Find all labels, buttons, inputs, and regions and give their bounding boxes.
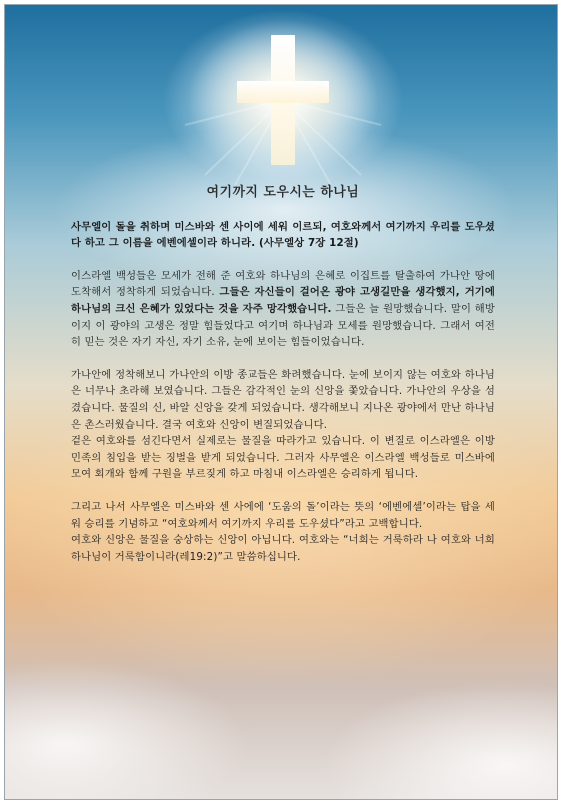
paragraph-1-intro: 이스라엘 백성들은 모세가 전해 준 여호와 하나님의 은혜로 이집트를 탈출하여 가나안 땅에 도착해서 정착하게 되었습니다. xyxy=(71,269,495,299)
document-page xyxy=(4,4,558,800)
paragraph-1-rest: 그들은 늘 원망했습니다. 말이 해방이지 이 광야의 고생은 정말 힘들었다고 여기며 하나님과 모세를 원망했습니다. 그래서 여전히 믿는 것은 자기 자신, 자기 소유, 눈에 보이는 힘들이었습니다. xyxy=(71,302,495,349)
paragraph-3: 겉은 여호와를 섬긴다면서 실제로는 물질을 따라가고 있습니다. 이 변질로 이스라엘은 이방 민족의 침입을 받는 징벌을 받게 되었습니다. 그러자 사무엘은 이스라엘 백성들로 미스바에 모여 회개와 함께 구원을 부르짖게 하고 마침내 이스라엘은 승리하게 됩니다. xyxy=(71,435,495,481)
paragraph-4: 그리고 나서 사무엘은 미스바와 센 사에에 ‘도움의 돌’이라는 뜻의 ‘에벤에셀’이라는 탑을 세워 승리를 기념하고 “여호와께서 여기까지 우리를 도우셨다”라고 고백합니다. xyxy=(71,500,495,530)
paragraph-5: 여호와 신앙은 물질을 숭상하는 신앙이 아닙니다. 여호와는 “너희는 거룩하라 나 여호와 너희 하나님이 거룩함이니라(레19:2)”고 말씀하십니다. xyxy=(71,534,495,563)
page-title: 여기까지 도우시는 하나님 xyxy=(206,185,360,200)
paragraph-1-emphasis: 그들은 자신들이 걸어온 광야 고생길만을 생각했지, 거기에 하나님의 크신 은혜가 있었다는 것을 자주 망각했습니다. xyxy=(71,286,495,315)
paragraph-2: 가나안에 정착해보니 가나안의 이방 종교들은 화려했습니다. 눈에 보이지 않는 여호와 하나님은 너무나 초라해 보였습니다. 그들은 감각적인 눈의 신앙을 쫓았습니다. 가나안의 우상을 섬겼습니다. 물질의 신, 바알 신앙을 갖게 되었습니다. 생각해보니 지나온 광야에서 만난 하나님은 촌스러웠습니다. 결국 여호와 신앙이 변질되었습니다. xyxy=(71,368,495,431)
paragraph-1 xyxy=(71,268,495,351)
document-body xyxy=(71,185,495,565)
scripture-verse: 사무엘이 돌을 취하며 미스바와 센 사이에 세워 이르되, 여호와께서 여기까지 우리를 도우셨다 하고 그 이름을 에벤에셀이라 하니라. (사무엘상 7장 12절) xyxy=(71,220,495,250)
glowing-cross-icon xyxy=(5,5,557,205)
